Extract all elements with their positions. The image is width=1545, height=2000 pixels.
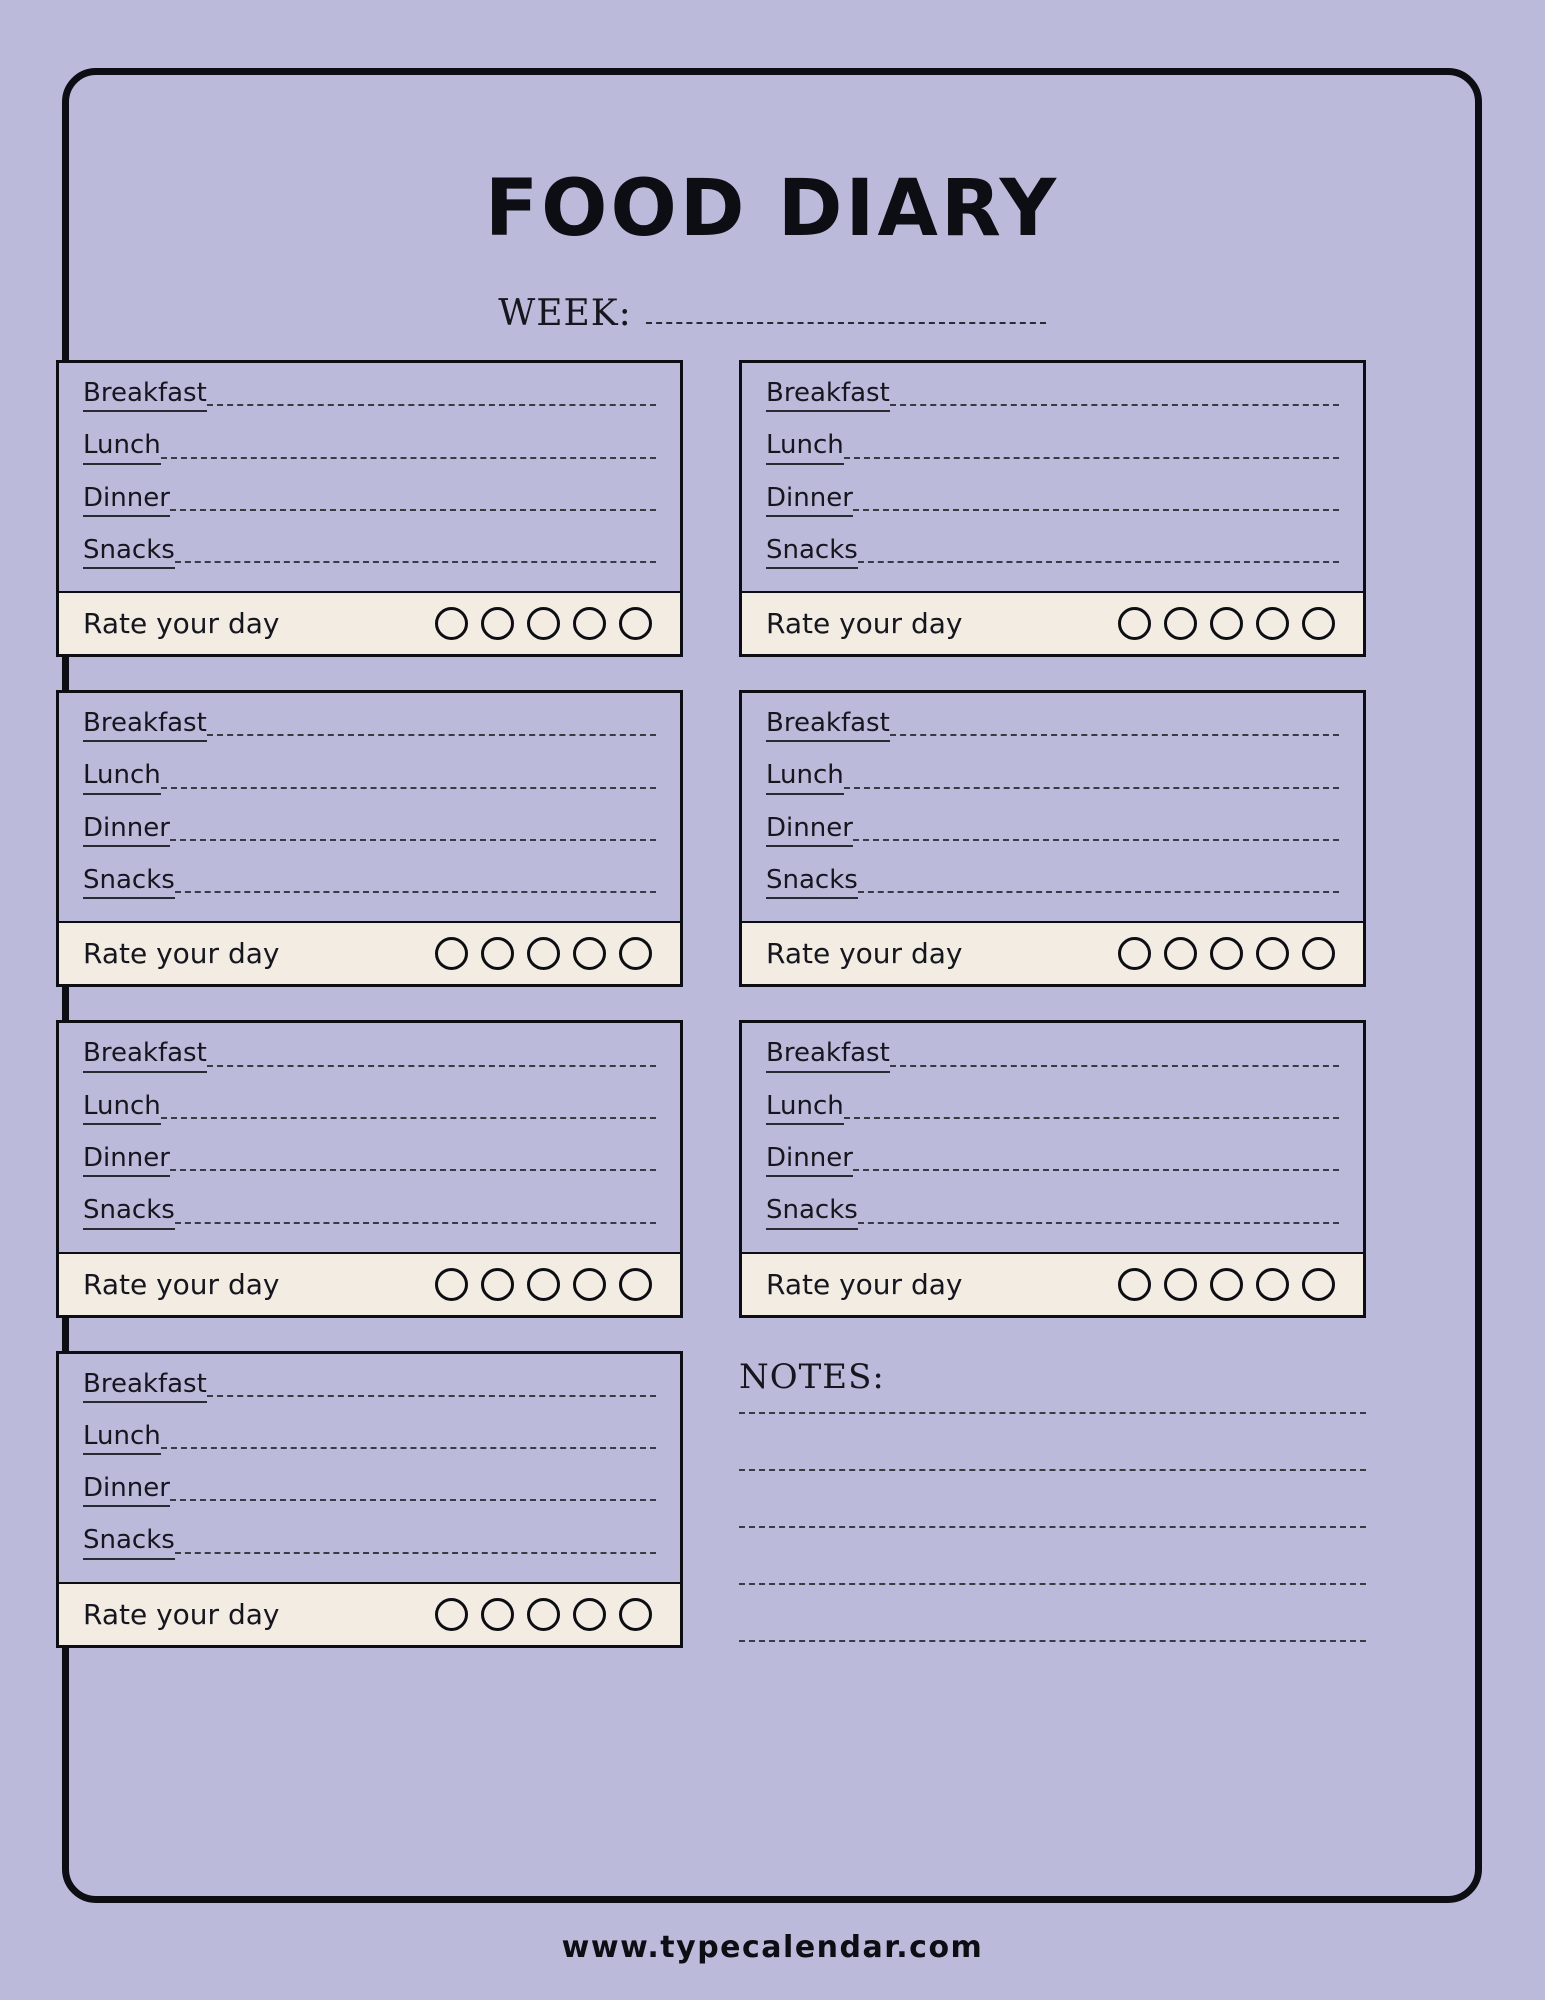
meal-label: Dinner: [83, 1475, 170, 1507]
meal-list: [742, 1023, 1363, 1251]
meal-label: Dinner: [766, 1145, 853, 1177]
meal-label: Breakfast: [83, 1040, 207, 1072]
rating-circles: [1118, 1268, 1335, 1301]
rating-circle-4[interactable]: [573, 607, 606, 640]
rate-label: Rate your day: [83, 607, 280, 641]
meal-label: Lunch: [83, 432, 161, 464]
rating-circle-5[interactable]: [619, 937, 652, 970]
meal-label: Breakfast: [766, 1040, 890, 1072]
week-input-line[interactable]: [646, 321, 1046, 324]
rate-label: Rate your day: [83, 1597, 280, 1631]
rating-circles: [435, 607, 652, 640]
meal-snacks[interactable]: [83, 867, 656, 899]
meal-input-line[interactable]: [161, 1446, 656, 1449]
rating-circle-2[interactable]: [481, 937, 514, 970]
rating-circle-4[interactable]: [1256, 937, 1289, 970]
meal-breakfast[interactable]: [766, 710, 1339, 742]
meal-label: Breakfast: [83, 1371, 207, 1403]
meal-breakfast[interactable]: [83, 710, 656, 742]
rating-circle-1[interactable]: [435, 1598, 468, 1631]
meal-label: Breakfast: [766, 710, 890, 742]
meal-label: Lunch: [83, 1423, 161, 1455]
meal-input-line[interactable]: [175, 1221, 656, 1224]
rate-label: Rate your day: [766, 937, 963, 971]
meal-input-line[interactable]: [175, 560, 656, 563]
meal-dinner[interactable]: [766, 482, 1339, 517]
meal-label: Snacks: [83, 1197, 175, 1229]
rate-your-day-row: [59, 591, 680, 654]
rating-circles: [1118, 937, 1335, 970]
meal-label: Snacks: [766, 1197, 858, 1229]
meal-input-line[interactable]: [170, 1498, 656, 1501]
meal-list: [742, 363, 1363, 591]
meal-label: Lunch: [83, 762, 161, 794]
meal-label: Lunch: [766, 762, 844, 794]
meal-label: Snacks: [83, 537, 175, 569]
meal-dinner[interactable]: [83, 1142, 656, 1177]
meal-snacks[interactable]: [83, 534, 656, 569]
meal-label: Lunch: [83, 1093, 161, 1125]
notes-section: [739, 1351, 1366, 1696]
meal-input-line[interactable]: [207, 1064, 656, 1067]
rating-circle-2[interactable]: [1164, 937, 1197, 970]
meal-input-line[interactable]: [170, 508, 656, 511]
meal-list: [59, 1023, 680, 1251]
meal-lunch[interactable]: [83, 1420, 656, 1455]
rating-circle-2[interactable]: [1164, 607, 1197, 640]
meal-input-line[interactable]: [853, 508, 1339, 511]
meal-input-line[interactable]: [161, 456, 656, 459]
meal-snacks[interactable]: [83, 1197, 656, 1229]
notes-line-2[interactable]: [739, 1468, 1366, 1471]
notes-line-1[interactable]: [739, 1411, 1366, 1414]
card-row-3: [56, 1020, 1366, 1317]
day-card-2: [739, 360, 1366, 657]
meal-breakfast[interactable]: [83, 1040, 656, 1072]
meal-input-line[interactable]: [890, 403, 1339, 406]
meal-label: Snacks: [83, 1527, 175, 1559]
rate-your-day-row: [59, 1252, 680, 1315]
meal-input-line[interactable]: [844, 786, 1339, 789]
card-row-1: [56, 360, 1366, 657]
meal-input-line[interactable]: [858, 1221, 1339, 1224]
meal-lunch[interactable]: [83, 762, 656, 794]
meal-label: Dinner: [83, 815, 170, 847]
meal-input-line[interactable]: [853, 1168, 1339, 1171]
meal-label: Dinner: [83, 1145, 170, 1177]
day-card-5: [56, 1020, 683, 1317]
meal-lunch[interactable]: [83, 1090, 656, 1125]
meal-input-line[interactable]: [175, 890, 656, 893]
meal-input-line[interactable]: [858, 560, 1339, 563]
rating-circle-2[interactable]: [481, 1598, 514, 1631]
meal-breakfast[interactable]: [766, 1040, 1339, 1072]
meal-input-line[interactable]: [170, 1168, 656, 1171]
day-cards-grid: [56, 360, 1366, 1696]
rating-circle-1[interactable]: [435, 937, 468, 970]
meal-input-line[interactable]: [207, 403, 656, 406]
rating-circle-4[interactable]: [573, 1268, 606, 1301]
meal-input-line[interactable]: [890, 733, 1339, 736]
rating-circle-3[interactable]: [527, 937, 560, 970]
rating-circle-4[interactable]: [573, 937, 606, 970]
notes-title: NOTES:: [739, 1356, 885, 1397]
rating-circles: [435, 1268, 652, 1301]
rating-circle-1[interactable]: [1118, 1268, 1151, 1301]
rating-circle-2[interactable]: [1164, 1268, 1197, 1301]
meal-label: Breakfast: [83, 380, 207, 412]
meal-label: Snacks: [766, 537, 858, 569]
meal-input-line[interactable]: [175, 1551, 656, 1554]
card-row-4: [56, 1351, 1366, 1696]
rate-label: Rate your day: [766, 1267, 963, 1301]
meal-label: Breakfast: [83, 710, 207, 742]
meal-label: Breakfast: [766, 380, 890, 412]
rate-your-day-row: [742, 1252, 1363, 1315]
rating-circle-5[interactable]: [1302, 937, 1335, 970]
week-field: [62, 293, 1482, 334]
notes-line-4[interactable]: [739, 1582, 1366, 1585]
notes-line-3[interactable]: [739, 1525, 1366, 1528]
meal-label: Dinner: [766, 485, 853, 517]
footer-website[interactable]: www.typecalendar.com: [561, 1930, 984, 1965]
rating-circle-4[interactable]: [1256, 1268, 1289, 1301]
rate-label: Rate your day: [766, 607, 963, 641]
meal-input-line[interactable]: [844, 456, 1339, 459]
rate-your-day-row: [59, 921, 680, 984]
meal-input-line[interactable]: [170, 838, 656, 841]
rate-your-day-row: [742, 591, 1363, 654]
meal-dinner[interactable]: [83, 1475, 656, 1507]
card-row-2: [56, 690, 1366, 987]
rating-circles: [1118, 607, 1335, 640]
meal-snacks[interactable]: [766, 867, 1339, 899]
meal-input-line[interactable]: [853, 838, 1339, 841]
rating-circle-1[interactable]: [1118, 607, 1151, 640]
meal-breakfast[interactable]: [83, 380, 656, 412]
rating-circle-3[interactable]: [1210, 607, 1243, 640]
meal-lunch[interactable]: [766, 762, 1339, 794]
meal-dinner[interactable]: [83, 482, 656, 517]
day-card-1: [56, 360, 683, 657]
rating-circle-3[interactable]: [527, 607, 560, 640]
meal-input-line[interactable]: [161, 786, 656, 789]
rating-circle-2[interactable]: [481, 607, 514, 640]
page-title: FOOD DIARY: [484, 164, 1060, 254]
meal-breakfast[interactable]: [83, 1368, 656, 1403]
meal-label: Lunch: [766, 1093, 844, 1125]
meal-input-line[interactable]: [858, 890, 1339, 893]
day-card-7: [56, 1351, 683, 1648]
meal-breakfast[interactable]: [766, 380, 1339, 412]
rating-circle-5[interactable]: [619, 1598, 652, 1631]
meal-label: Dinner: [83, 485, 170, 517]
rating-circle-1[interactable]: [435, 1268, 468, 1301]
rate-your-day-row: [742, 921, 1363, 984]
rating-circle-1[interactable]: [1118, 937, 1151, 970]
notes-line-5[interactable]: [739, 1639, 1366, 1642]
meal-snacks[interactable]: [766, 534, 1339, 569]
meal-dinner[interactable]: [766, 812, 1339, 847]
meal-list: [59, 363, 680, 591]
rating-circle-3[interactable]: [527, 1268, 560, 1301]
meal-label: Lunch: [766, 432, 844, 464]
rating-circle-1[interactable]: [435, 607, 468, 640]
meal-lunch[interactable]: [766, 432, 1339, 464]
rating-circle-3[interactable]: [527, 1598, 560, 1631]
meal-label: Snacks: [83, 867, 175, 899]
meal-lunch[interactable]: [83, 432, 656, 464]
rating-circle-2[interactable]: [481, 1268, 514, 1301]
rating-circles: [435, 937, 652, 970]
meal-input-line[interactable]: [207, 733, 656, 736]
meal-list: [59, 1354, 680, 1582]
meal-snacks[interactable]: [83, 1527, 656, 1559]
meal-input-line[interactable]: [844, 1116, 1339, 1119]
rating-circle-5[interactable]: [619, 1268, 652, 1301]
meal-list: [59, 693, 680, 921]
rating-circle-4[interactable]: [1256, 607, 1289, 640]
rating-circle-5[interactable]: [1302, 607, 1335, 640]
meal-input-line[interactable]: [890, 1064, 1339, 1067]
meal-snacks[interactable]: [766, 1197, 1339, 1229]
meal-label: Dinner: [766, 815, 853, 847]
meal-lunch[interactable]: [766, 1090, 1339, 1125]
meal-list: [742, 693, 1363, 921]
rating-circle-5[interactable]: [1302, 1268, 1335, 1301]
rating-circles: [435, 1598, 652, 1631]
day-card-3: [56, 690, 683, 987]
day-card-6: [739, 1020, 1366, 1317]
rate-label: Rate your day: [83, 937, 280, 971]
meal-input-line[interactable]: [207, 1394, 656, 1397]
rating-circle-4[interactable]: [573, 1598, 606, 1631]
rate-your-day-row: [59, 1582, 680, 1645]
meal-dinner[interactable]: [83, 812, 656, 847]
meal-label: Snacks: [766, 867, 858, 899]
week-label: WEEK:: [498, 293, 632, 334]
rating-circle-3[interactable]: [1210, 937, 1243, 970]
meal-input-line[interactable]: [161, 1116, 656, 1119]
day-card-4: [739, 690, 1366, 987]
rate-label: Rate your day: [83, 1267, 280, 1301]
rating-circle-5[interactable]: [619, 607, 652, 640]
meal-dinner[interactable]: [766, 1142, 1339, 1177]
rating-circle-3[interactable]: [1210, 1268, 1243, 1301]
